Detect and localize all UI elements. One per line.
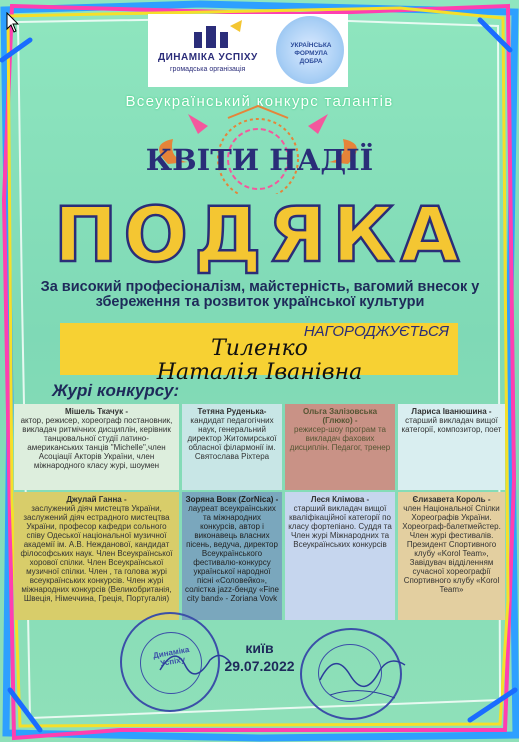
ukrainian-formula-logo — [276, 16, 346, 86]
dynamika-logo-subtitle: громадська організація — [170, 66, 246, 73]
jury-member-name: Мішель Ткачук - — [64, 407, 129, 416]
jury-member-bio: режисер-шоу програм та викладач фахових дисциплін. Педагог, тренер — [289, 425, 391, 452]
document-title: ПОДЯКА — [53, 190, 466, 279]
jury-card — [285, 492, 395, 620]
jury-member-bio: старший викладач вищої категорії, композитор, поет — [401, 416, 502, 434]
recipient-name — [0, 337, 519, 385]
jury-member-bio: заслужений діяч мистецтв України, заслужений діяч естрадного мистецтва України, професор кафедри сольного співу Одеської національної музичної академії ім. А.В. Нежданової, кандидат філософських наук. Член Всеукраїнської хорової спілки. Член Всеукраїнської музичної спілки. Член , та голова журі всеукраїнських конкурсів. Член журі міжнародних конкурсів (Великобританія, Швеція, Німеччина, Греція, Португалія) — [20, 504, 173, 603]
jury-card — [14, 404, 179, 490]
city: київ — [245, 640, 274, 656]
award-label: НАГОРОДЖУЄТЬСЯ — [303, 323, 449, 340]
jury-member-bio: актор, режисер, хореограф постановник, викладач ритмічних дисциплін, керівник танцювальної студії латино-американських танців "Michelle",член Асоціації Акторів України, член міжнародного класу журі, шоумен — [20, 416, 173, 470]
jury-heading: Журі конкурсу: — [52, 381, 180, 400]
dynamika-uspikhu-logo — [152, 18, 272, 84]
jury-member-name: Зоряна Вовк (ZorNica) - — [185, 495, 279, 504]
jury-member-bio: лауреат всеукраїнських та міжнародних конкурсів, автор і виконавець власних пісень, ведуча, директор Всеукраїнського фестивалю-конкурсу української народної пісні «Соловейко», солістка jazz-бенду «Fine city band» - Zoriana Vovk — [185, 504, 279, 603]
formula-logo-line3: ДОБРА — [299, 58, 323, 65]
recipient-given-names: Наталія Іванівна — [156, 360, 363, 385]
jury-card — [398, 404, 505, 490]
formula-logo-line1: УКРАЇНСЬКА — [290, 42, 332, 49]
crown-icon — [152, 18, 272, 52]
jury-card — [182, 404, 282, 490]
date: 29.07.2022 — [224, 658, 295, 674]
jury-card — [398, 492, 505, 620]
jury-member-name: Тетяна Руденька- — [197, 407, 267, 416]
mouse-cursor-icon — [6, 12, 22, 34]
jury-member-name: Леся Клімова - — [310, 495, 370, 504]
jury-card — [14, 492, 179, 620]
formula-logo-line2: ФОРМУЛА — [294, 50, 328, 57]
contest-name: КВІТИ НАДІЇ — [145, 143, 374, 177]
dynamika-logo-title: ДИНАМІКА УСПІХУ — [158, 52, 258, 63]
jury-member-bio: кандидат педагогічних наук, генеральний директор Житомирської обласної філармонії ім. Святослава Ріхтера — [187, 416, 277, 461]
jury-member-name: Ольга Залізовська (Глюко) - — [302, 407, 378, 425]
jury-member-name: Єлизавета Король - — [412, 495, 491, 504]
recipient-surname: Тиленко — [211, 336, 308, 361]
contest-title: Всеукраїнський конкурс талантів — [125, 93, 394, 110]
stamp-text: Динаміка Успіху — [152, 644, 190, 669]
jury-member-bio: член Національної Спілки Хореографів України. Хореограф-балетмейстер. Член журі фестивалів. Президент Спортивного клубу «Korol Team», Завідувач відділенням сучасної хореографії Спортивного клубу «Korol Team» — [402, 504, 501, 594]
jury-member-name: Лариса Іванюшина - — [411, 407, 492, 416]
jury-member-bio: старший викладач вищої кваліфікаційної категорії по класу фортепіано. Суддя та Член журі Міжнародних та Всеукраїнських конкурсів — [288, 504, 392, 549]
jury-card — [285, 404, 395, 490]
jury-member-name: Джулай Ганна - — [66, 495, 127, 504]
logos-panel — [148, 14, 348, 87]
award-description: За високий професіоналізм, майстерність, вагомий внесок у збереження та розвиток української культури — [40, 279, 480, 310]
jury-card — [182, 492, 282, 620]
